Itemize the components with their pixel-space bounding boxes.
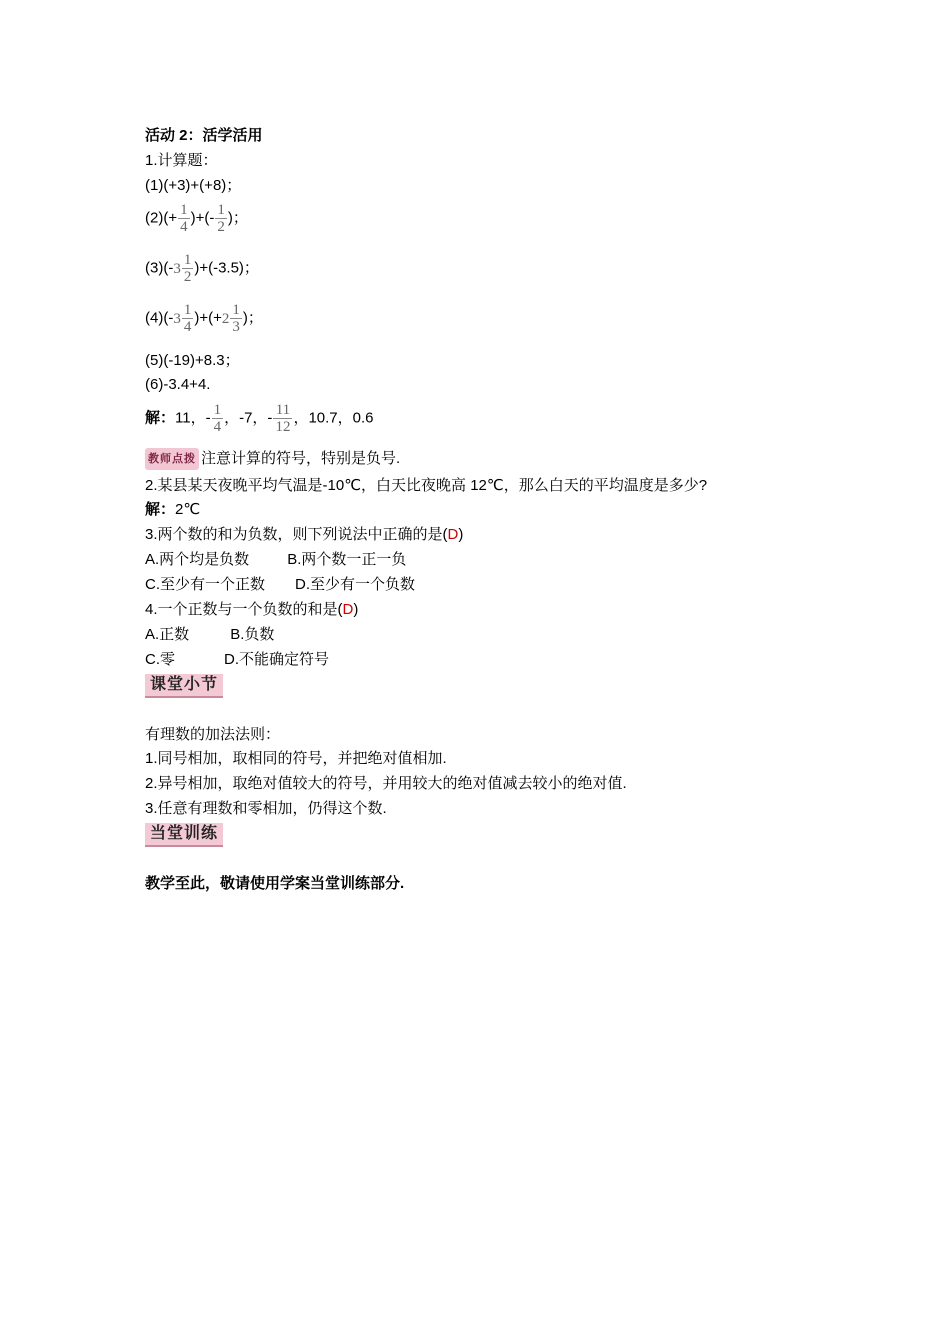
training-section-badge: 当堂训练 (145, 823, 223, 847)
q3-options-ab: A.两个均是负数 B.两个数一正一负 (145, 551, 407, 568)
fraction: $\frac{1}{4}$ (180, 202, 188, 235)
q4-options-cd: C.零 D.不能确定符号 (145, 651, 330, 668)
fraction: $\frac{1}{2}$ (217, 202, 225, 235)
q2-stem: 2.某县某天夜晚平均气温是-10℃，白天比夜晚高 12℃，那么白天的平均温度是多少? (145, 477, 708, 494)
summary-title: 有理数的加法法则： (145, 726, 281, 743)
q2-answer: 解：2℃ (145, 501, 201, 518)
q1-item-4: (4)(-3 $\frac{1}{4}$ )+(+2 $\frac{1}{3}$ )； (145, 302, 263, 335)
fraction: $\frac{1}{2}$ (183, 252, 192, 285)
q1-answer: 解：11，- $\frac{1}{4}$ ，-7，- $\frac{11}{12}$ ，10.7，0.6 (145, 402, 374, 435)
q1-item-2: (2)(+ $\frac{1}{4}$ )+(- $\frac{1}{2}$ )； (145, 202, 248, 235)
summary-rule-1: 1.同号相加，取相同的符号，并把绝对值相加. (145, 750, 447, 767)
q1-item-3: (3)(-3 $\frac{1}{2}$ )+(-3.5)； (145, 252, 259, 285)
q3-answer: D (447, 526, 459, 543)
fraction: $\frac{1}{3}$ (232, 302, 240, 335)
fraction: $\frac{1}{4}$ (183, 302, 192, 335)
fraction: $\frac{1}{4}$ (213, 402, 222, 435)
teacher-tip-badge: 教师点拨 (145, 448, 199, 470)
q1-item-5: (5)(-19)+8.3； (145, 352, 240, 369)
q4-stem: 4.一个正数与一个负数的和是(D) (145, 601, 359, 618)
q1-stem: 1.计算题： (145, 152, 218, 169)
training-text: 教学至此，敬请使用学案当堂训练部分. (145, 875, 405, 892)
q3-options-cd: C.至少有一个正数 D.至少有一个负数 (145, 576, 416, 593)
q4-answer: D (342, 601, 354, 618)
fraction: $\frac{11}{12}$ (275, 402, 291, 435)
summary-rule-2: 2.异号相加，取绝对值较大的符号，并用较大的绝对值减去较小的绝对值. (145, 775, 627, 792)
q4-options-ab: A.正数 B.负数 (145, 626, 275, 643)
q3-stem: 3.两个数的和为负数，则下列说法中正确的是(D) (145, 526, 464, 543)
summary-section-badge: 课堂小节 (145, 674, 223, 698)
activity-title: 活动 2：活学活用 (145, 127, 263, 144)
teacher-tip: 教师点拨 注意计算的符号，特别是负号. (145, 448, 400, 470)
q1-item-6: (6)-3.4+4. (145, 376, 211, 393)
summary-rule-3: 3.任意有理数和零相加，仍得这个数. (145, 800, 387, 817)
q1-item-1: (1)(+3)+(+8)； (145, 177, 242, 194)
